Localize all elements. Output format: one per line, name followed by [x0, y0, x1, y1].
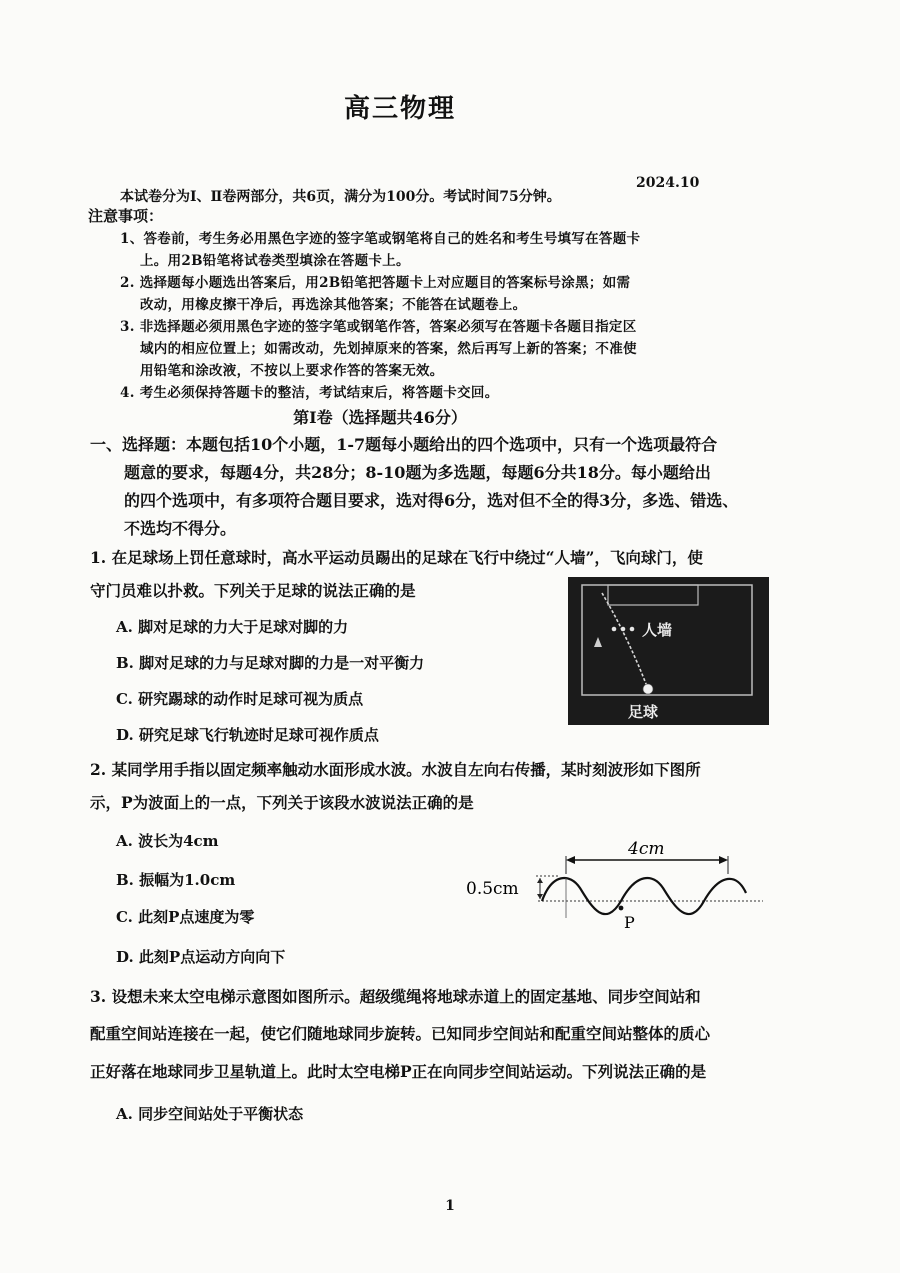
- notice-line: 3. 非选择题必须用黑色字迹的签字笔或钢笔作答，答案必须写在答题卡各题目指定区: [120, 319, 637, 335]
- section-title: 第Ⅰ卷（选择题共46分）: [293, 408, 467, 427]
- notice-line: 域内的相应位置上；如需改动，先划掉原来的答案，然后再写上新的答案；不准使: [140, 341, 637, 357]
- section-instructions-line: 一、选择题：本题包括10个小题，1-7题每小题给出的四个选项中，只有一个选项最符合: [90, 435, 718, 454]
- question-1-option-b: B. 脚对足球的力与足球对脚的力是一对平衡力: [116, 654, 425, 672]
- question-2-option-c: C. 此刻P点速度为零: [116, 908, 255, 926]
- question-3-option-a: A. 同步空间站处于平衡状态: [116, 1105, 304, 1123]
- notice-line: 上。用2B铅笔将试卷类型填涂在答题卡上。: [140, 253, 410, 269]
- question-1-option-a: A. 脚对足球的力大于足球对脚的力: [116, 618, 349, 636]
- water-wave-figure: [458, 838, 768, 940]
- free-kick-figure: [568, 577, 769, 725]
- notice-line: 4. 考生必须保持答题卡的整洁，考试结束后，将答题卡交回。: [120, 385, 499, 401]
- notice-heading: 注意事项：: [88, 207, 164, 225]
- section-instructions-line: 的四个选项中，有多项符合题目要求，选对得6分，选对但不全的得3分，多选、错选、: [124, 491, 739, 510]
- wall-label: 人墙: [642, 621, 673, 639]
- notice-line: 用铅笔和涂改液，不按以上要求作答的答案无效。: [140, 363, 444, 379]
- question-2-option-b: B. 振幅为1.0cm: [116, 871, 236, 889]
- question-3-stem: 3. 设想未来太空电梯示意图如图所示。超级缆绳将地球赤道上的固定基地、同步空间站和: [90, 987, 701, 1006]
- question-2-option-d: D. 此刻P点运动方向向下: [116, 948, 286, 966]
- point-p-label: P: [624, 913, 635, 932]
- ball-label: 足球: [628, 703, 659, 721]
- exam-title: 高三物理: [343, 94, 456, 124]
- question-1-option-c: C. 研究踢球的动作时足球可视为质点: [116, 690, 364, 708]
- question-1-option-d: D. 研究足球飞行轨迹时足球可视作质点: [116, 726, 379, 744]
- section-instructions-line: 题意的要求，每题4分，共28分；8-10题为多选题，每题6分共18分。每小题给出: [124, 463, 711, 482]
- question-1-stem: 守门员难以扑救。下列关于足球的说法正确的是: [90, 581, 416, 600]
- wavelength-label: 4cm: [628, 839, 665, 859]
- page-number: 1: [445, 1198, 455, 1214]
- question-3-stem: 配重空间站连接在一起，使它们随地球同步旋转。已知同步空间站和配重空间站整体的质心: [90, 1024, 711, 1043]
- question-1-stem: 1. 在足球场上罚任意球时，高水平运动员踢出的足球在飞行中绕过“人墙”，飞向球门，使: [90, 548, 703, 567]
- question-2-stem: 示，P为波面上的一点，下列关于该段水波说法正确的是: [90, 793, 474, 812]
- notice-line: 2. 选择题每小题选出答案后，用2B铅笔把答题卡上对应题目的答案标号涂黑；如需: [120, 275, 631, 291]
- question-2-option-a: A. 波长为4cm: [116, 832, 219, 850]
- question-3-stem: 正好落在地球同步卫星轨道上。此时太空电梯P正在向同步空间站运动。下列说法正确的是: [90, 1062, 707, 1081]
- notice-line: 改动，用橡皮擦干净后，再选涂其他答案；不能答在试题卷上。: [140, 297, 527, 313]
- exam-intro: 本试卷分为Ⅰ、Ⅱ卷两部分，共6页，满分为100分。考试时间75分钟。: [120, 189, 561, 205]
- section-instructions-line: 不选均不得分。: [124, 519, 237, 538]
- notice-line: 1、答卷前，考生务必用黑色字迹的签字笔或钢笔将自己的姓名和考生号填写在答题卡: [120, 231, 641, 247]
- exam-date: 2024.10: [636, 175, 700, 191]
- amplitude-label: 0.5cm: [466, 879, 519, 899]
- question-2-stem: 2. 某同学用手指以固定频率触动水面形成水波。水波自左向右传播，某时刻波形如下图所: [90, 760, 701, 779]
